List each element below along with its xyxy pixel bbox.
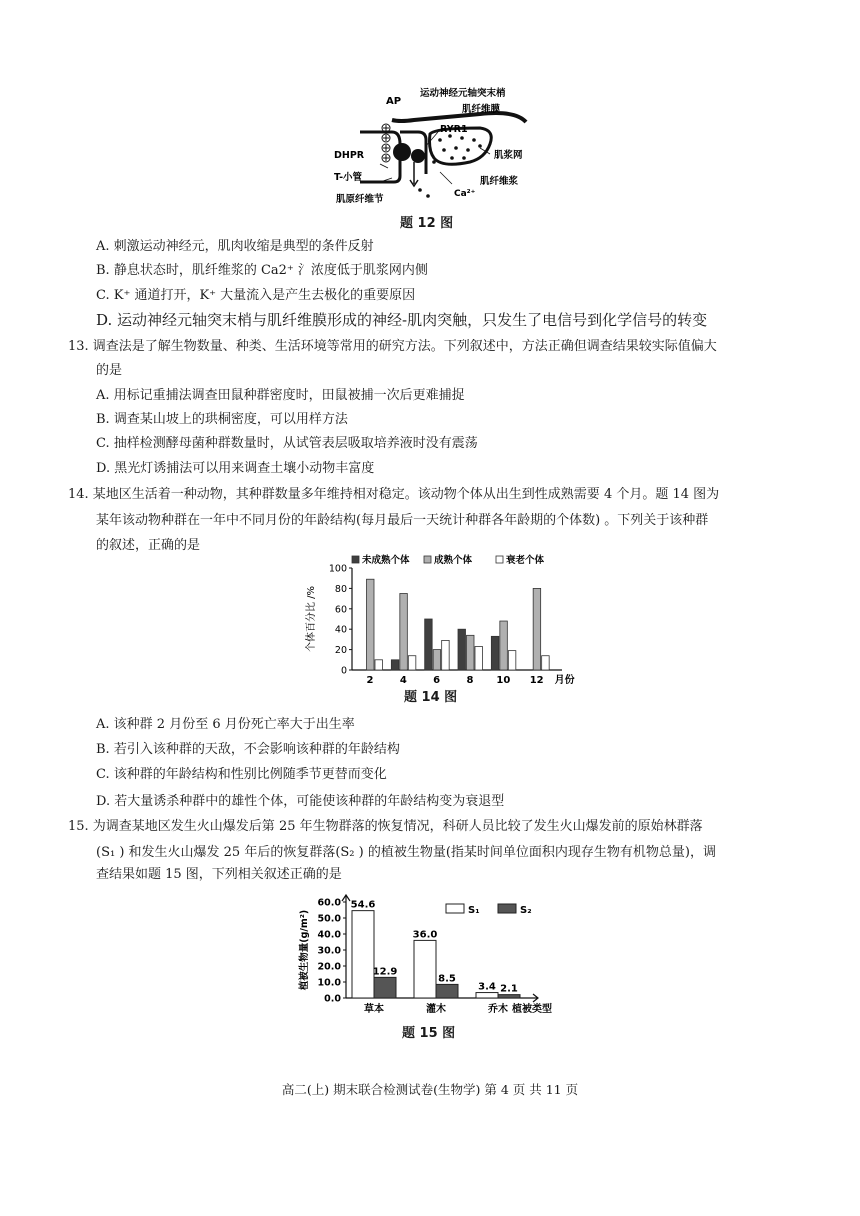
q14-option-c: C. 该种群的年龄结构和性别比例随季节更替而变化 (96, 767, 387, 782)
bar-1-6 (425, 619, 433, 670)
legend-swatch (496, 556, 503, 563)
q14-stem-line3: 的叙述，正确的是 (96, 538, 201, 553)
q15-stem-line2: (S₁ ) 和发生火山爆发 25 年后的恢复群落(S₂ ) 的植被生物量(指某时间单位面积内现存生物有机物总量)，调 (96, 845, 717, 860)
y-tick-label: 100 (328, 563, 347, 575)
label-calcium: Ca²⁺ (454, 189, 476, 199)
figure-14-chart (300, 552, 575, 688)
x-tick-label: 乔木 (488, 1004, 508, 1015)
bar-3-2 (375, 660, 383, 670)
data-label: 2.1 (500, 983, 518, 995)
q14-option-a: A. 该种群 2 月份至 6 月份死亡率大于出生率 (96, 717, 355, 732)
bar-S₂-草本 (374, 977, 396, 998)
label-sarcoplasmic-reticulum: 肌浆网 (494, 150, 523, 161)
y-tick-label: 50.0 (317, 913, 341, 925)
figure-12-caption: 题 12 图 (400, 216, 454, 231)
x-axis-label: 植被类型 (512, 1004, 552, 1015)
data-label: 8.5 (438, 973, 456, 985)
figure-14-caption: 题 14 图 (404, 690, 458, 705)
legend-label: S₁ (468, 905, 480, 916)
label-ryr1: RYR1 (440, 124, 468, 135)
bar-1-10 (491, 636, 499, 670)
x-tick-label: 8 (466, 675, 474, 686)
bar-1-4 (391, 660, 399, 670)
bar-3-6 (442, 640, 450, 670)
q14-stem-line2: 某年该动物种群在一年中不同月份的年龄结构(每月最后一天统计种群各年龄期的个体数) 。下列关于该种群 (96, 513, 709, 528)
legend-swatch (352, 556, 359, 563)
y-tick-label: 60 (334, 604, 347, 616)
figure-15-caption: 题 15 图 (402, 1026, 456, 1041)
label-membrane: 肌纤维膜 (462, 104, 501, 115)
dhpr-protein (393, 143, 411, 161)
q14-option-d: D. 若大量诱杀种群中的雄性个体，可能使该种群的年龄结构变为衰退型 (96, 794, 505, 809)
label-axon-terminal: 运动神经元轴突末梢 (420, 88, 506, 99)
q14-option-b: B. 若引入该种群的天敌，不会影响该种群的年龄结构 (96, 742, 400, 757)
data-label: 3.4 (478, 981, 496, 993)
y-tick-label: 30.0 (317, 945, 341, 957)
q13-stem-line2: 的是 (96, 363, 123, 378)
x-tick-label: 草本 (364, 1004, 384, 1015)
figure-15-chart (294, 890, 570, 1020)
y-tick-label: 0.0 (324, 993, 341, 1005)
x-tick-label: 12 (529, 675, 544, 686)
legend-label: 成熟个体 (434, 555, 473, 566)
bar-S₂-灌木 (436, 984, 458, 998)
x-unit-label: 月份 (554, 675, 575, 686)
label-sarcoplasm: 肌纤维浆 (480, 176, 519, 187)
q15-stem-line1: 15. 为调查某地区发生火山爆发后第 25 年生物群落的恢复情况，科研人员比较了发生火山爆发前的原始林群落 (68, 819, 703, 834)
bar-S₁-草本 (352, 911, 374, 998)
bar-2-8 (467, 635, 475, 670)
bar-3-10 (508, 651, 516, 670)
q12-option-b: B. 静息状态时，肌纤维浆的 Ca2⁺ 氵浓度低于肌浆网内侧 (96, 263, 428, 278)
legend-label: 未成熟个体 (362, 555, 410, 566)
y-tick-label: 10.0 (317, 977, 341, 989)
q13-option-a: A. 用标记重捕法调查田鼠种群密度时，田鼠被捕一次后更难捕捉 (96, 388, 465, 403)
q13-option-d: D. 黑光灯诱捕法可以用来调查土壤小动物丰富度 (96, 461, 375, 476)
y-tick-label: 20.0 (317, 961, 341, 973)
bar-2-4 (400, 594, 408, 671)
bar-2-6 (433, 650, 441, 670)
legend-label: 衰老个体 (506, 555, 545, 566)
y-axis-label: 植被生物量(g/m²) (299, 909, 310, 991)
x-tick-label: 4 (399, 675, 407, 686)
y-axis-label: 个体百分比 /% (306, 585, 317, 653)
bar-2-2 (367, 579, 375, 670)
label-sarcomere: 肌原纤维节 (336, 194, 384, 205)
data-label: 36.0 (412, 929, 438, 941)
bar-3-8 (475, 647, 483, 670)
label-dhpr: DHPR (334, 150, 365, 161)
y-tick-label: 40.0 (317, 929, 341, 941)
y-tick-label: 80 (334, 583, 347, 595)
data-label: 54.6 (350, 899, 376, 911)
y-tick-label: 20 (334, 645, 347, 657)
bar-S₂-乔木 (498, 995, 520, 998)
legend-swatch (446, 904, 464, 913)
y-tick-label: 0 (340, 665, 347, 677)
bar-3-4 (408, 656, 416, 670)
x-tick-label: 2 (366, 675, 374, 686)
q13-option-c: C. 抽样检测酵母菌种群数量时，从试管表层吸取培养液时没有震荡 (96, 436, 478, 451)
q15-stem-line3: 查结果如题 15 图，下列相关叙述正确的是 (96, 867, 342, 882)
data-label: 12.9 (372, 966, 398, 978)
q14-stem-line1: 14. 某地区生活着一种动物，其种群数量多年维持相对稳定。该动物个体从出生到性成熟需要 4 个月。题 14 图为 (68, 487, 720, 502)
ryr1-protein (411, 149, 425, 163)
bar-3-12 (542, 656, 550, 670)
figure-12-diagram (330, 84, 560, 208)
q12-option-d: D. 运动神经元轴突末梢与肌纤维膜形成的神经-肌肉突触，只发生了电信号到化学信号的转变 (96, 311, 708, 329)
legend-label: S₂ (520, 905, 532, 916)
muscle-membrane-outline (360, 132, 400, 182)
y-tick-label: 40 (334, 624, 347, 636)
bar-2-10 (500, 621, 508, 670)
q13-stem-line1: 13. 调查法是了解生物数量、种类、生活环境等常用的研究方法。下列叙述中，方法正确但调查结果较实际值偏大 (68, 339, 717, 354)
x-tick-label: 6 (433, 675, 441, 686)
charge-markers (382, 124, 390, 162)
axon-terminal-outline (392, 113, 526, 122)
q13-option-b: B. 调查某山坡上的珙桐密度，可以用样方法 (96, 412, 348, 427)
bar-S₁-灌木 (414, 940, 436, 998)
label-t-tubule: T-小管 (334, 172, 363, 183)
q12-option-c: C. K⁺ 通道打开，K⁺ 大量流入是产生去极化的重要原因 (96, 288, 416, 303)
label-ap: AP (386, 96, 402, 107)
legend-swatch (498, 904, 516, 913)
x-tick-label: 灌木 (426, 1004, 446, 1015)
bar-S₁-乔木 (476, 993, 498, 998)
bar-2-12 (533, 588, 541, 670)
legend-swatch (424, 556, 431, 563)
bar-1-8 (458, 629, 466, 670)
y-tick-label: 60.0 (317, 897, 341, 909)
page-footer: 高二(上) 期末联合检测试卷(生物学) 第 4 页 共 11 页 (281, 1082, 579, 1097)
q12-option-a: A. 刺激运动神经元，肌肉收缩是典型的条件反射 (96, 239, 374, 254)
x-tick-label: 10 (496, 675, 511, 686)
